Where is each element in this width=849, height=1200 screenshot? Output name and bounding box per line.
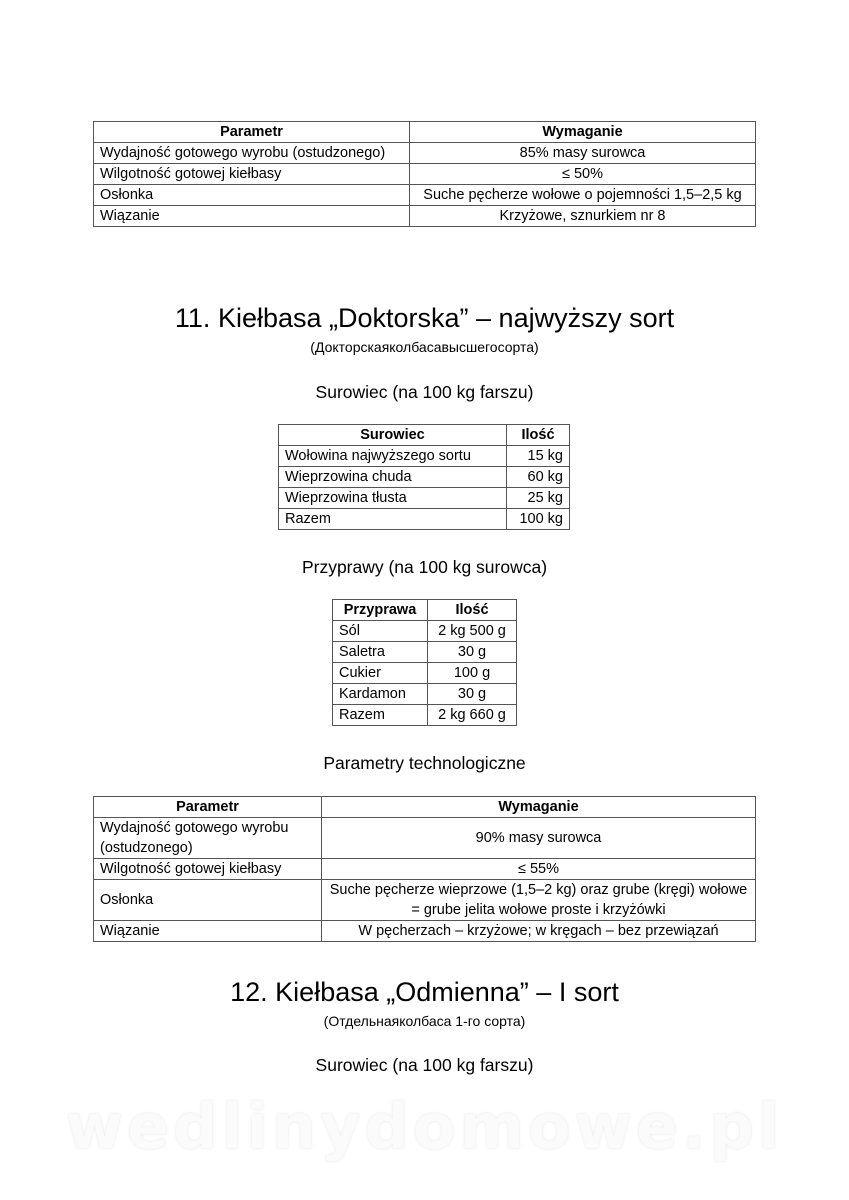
table-cell: Osłonka	[94, 185, 410, 206]
section-12-subtitle: (Отдельнаяколбаса 1-го сорта)	[323, 1013, 526, 1029]
table-cell: 25 kg	[507, 488, 570, 509]
table-row	[94, 880, 756, 921]
table-cell: Razem	[333, 705, 428, 726]
table-cell: Kardamon	[333, 684, 428, 705]
table-cell: Suche pęcherze wieprzowe (1,5–2 kg) oraz grube (kręgi) wołowe = grube jelita wołowe proste i krzyżówki	[322, 880, 756, 921]
column-header: Wymaganie	[322, 797, 756, 818]
table-cell: Wilgotność gotowej kiełbasy	[94, 859, 322, 880]
column-header: Przyprawa	[333, 600, 428, 621]
table-header-row	[279, 425, 570, 446]
table-cell: 60 kg	[507, 467, 570, 488]
table-cell: 100 g	[428, 663, 517, 684]
table-cell: Wołowina najwyższego sortu	[279, 446, 507, 467]
surowiec-heading: Surowiec (na 100 kg farszu)	[315, 382, 534, 402]
table-cell: Saletra	[333, 642, 428, 663]
table-cell: 90% masy surowca	[322, 818, 756, 859]
table-row	[333, 684, 517, 705]
section-11-title: 11. Kiełbasa „Doktorska” – najwyższy sort	[174, 303, 675, 333]
table-cell: Wydajność gotowego wyrobu (ostudzonego)	[94, 143, 410, 164]
table-cell: Wiązanie	[94, 206, 410, 227]
table-row	[94, 818, 756, 859]
table-cell: 2 kg 660 g	[428, 705, 517, 726]
przyprawy-table	[332, 599, 517, 726]
section-12-title: 12. Kiełbasa „Odmienna” – I sort	[230, 977, 619, 1007]
table-cell: 2 kg 500 g	[428, 621, 517, 642]
column-header: Parametr	[94, 797, 322, 818]
table-header-row	[333, 600, 517, 621]
table-cell: Wilgotność gotowej kiełbasy	[94, 164, 410, 185]
table-cell: Osłonka	[94, 880, 322, 921]
table-row	[94, 859, 756, 880]
table-cell: 15 kg	[507, 446, 570, 467]
section-11-subtitle: (Докторскаяколбасавысшегосорта)	[310, 339, 539, 355]
table-row	[94, 164, 756, 185]
table-row	[333, 642, 517, 663]
table-cell: 85% masy surowca	[410, 143, 756, 164]
table-row	[333, 663, 517, 684]
table-row	[333, 621, 517, 642]
table-row	[333, 705, 517, 726]
table-cell: Cukier	[333, 663, 428, 684]
table-row	[279, 446, 570, 467]
table-cell: 100 kg	[507, 509, 570, 530]
column-header: Parametr	[94, 122, 410, 143]
params-table	[93, 796, 756, 942]
table-cell: 30 g	[428, 642, 517, 663]
table-row	[94, 185, 756, 206]
surowiec-table	[278, 424, 570, 530]
table-cell: Wydajność gotowego wyrobu (ostudzonego)	[94, 818, 322, 859]
watermark: wedlinydomowe.pl	[65, 1090, 784, 1163]
table-cell: Sól	[333, 621, 428, 642]
params-table-top	[93, 121, 756, 227]
table-cell: Wieprzowina tłusta	[279, 488, 507, 509]
table-row	[94, 143, 756, 164]
column-header: Surowiec	[279, 425, 507, 446]
table-cell: ≤ 50%	[410, 164, 756, 185]
column-header: Ilość	[507, 425, 570, 446]
table-cell: Razem	[279, 509, 507, 530]
przyprawy-heading: Przyprawy (na 100 kg surowca)	[301, 557, 548, 577]
table-header-row	[94, 122, 756, 143]
table-cell: Wieprzowina chuda	[279, 467, 507, 488]
column-header: Wymaganie	[410, 122, 756, 143]
parametry-heading: Parametry technologiczne	[323, 753, 526, 773]
table-row	[279, 488, 570, 509]
table-cell: Krzyżowe, sznurkiem nr 8	[410, 206, 756, 227]
table-cell: W pęcherzach – krzyżowe; w kręgach – bez przewiązań	[322, 921, 756, 942]
column-header: Ilość	[428, 600, 517, 621]
table-row	[279, 467, 570, 488]
table-cell: Wiązanie	[94, 921, 322, 942]
table-row	[94, 206, 756, 227]
table-row	[279, 509, 570, 530]
surowiec-heading-12: Surowiec (na 100 kg farszu)	[315, 1055, 534, 1075]
table-cell: ≤ 55%	[322, 859, 756, 880]
table-row	[94, 921, 756, 942]
table-cell: 30 g	[428, 684, 517, 705]
table-header-row	[94, 797, 756, 818]
table-cell: Suche pęcherze wołowe o pojemności 1,5–2,5 kg	[410, 185, 756, 206]
